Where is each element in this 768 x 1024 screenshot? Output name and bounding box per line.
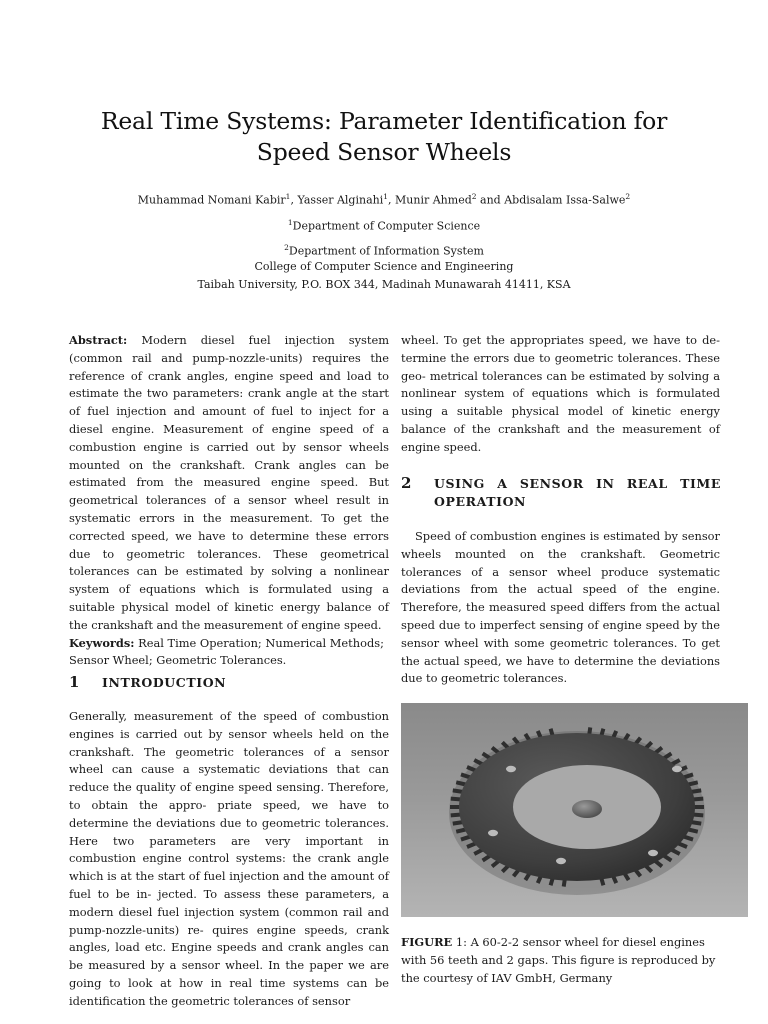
section-1-heading [69,673,389,693]
introduction-body [69,708,389,1011]
keywords-label: Keywords: [69,635,135,650]
section-title: INTRODUCTION [102,675,227,690]
author-and: and [476,193,505,207]
affiliation-address: Taibah University, P.O. BOX 344, Madinah Munawarah 41411, KSA [197,278,571,291]
section-2-heading [401,474,721,512]
title-line-2: Speed Sensor Wheels [256,138,512,166]
author-separator: , [388,193,396,207]
mounting-hole-icon [506,766,516,772]
abstract-label: Abstract: [69,333,128,347]
section-number: 1 [69,673,81,691]
abstract-block [69,332,389,670]
affiliation-text: Department of Computer Science [292,219,481,233]
affiliation-text: Department of Information System [288,244,484,258]
figure-caption [401,934,726,987]
mounting-hole-icon [556,858,566,864]
abstract-text: Modern diesel fuel injection system (common rail and pump-nozzle-units) requires the reference of crank angles, engine speed and load to estimate the two parameters: crank angle at the start of fuel injection and amount of fuel to inject for a diesel engine. Measurement of engine speed of a combustion engine is carried out by sensor wheels mounted on the crankshaft. Crank angles can be estimated from the measured engine speed. But geometrical tolerances of a sensor wheel result in systematic errors in the measurement. To get the corrected speed, we have to determine these errors due to geometric tolerances. These geometrical tolerances can be estimated by solving a nonlinear system of equations which is formulated using a suitable physical model of kinetic energy balance of the crankshaft and the measurement of engine speed. [69,333,390,632]
author-name: Munir Ahmed [395,193,472,207]
continued-paragraph: wheel. To get the appropriates speed, we have to de- termine the errors due to geometric tolerances. These geo- metrical tolerances can be estimated by solving a nonlinear system of equations which is formulated using a suitable physical model of kinetic energy balance of the crankshaft and the measurement of engine speed. [401,333,720,454]
sensor-wheel-illustration [401,703,748,917]
section-2-body [401,528,720,688]
author-list [60,190,708,208]
paper-title [40,106,728,168]
introduction-paragraph: Generally, measurement of the speed of combustion engines is carried out by sensor wheels held on the crankshaft. The geometric tolerances of a sensor wheel can cause a systematic deviations that can reduce the quality of engine speed sensing. Therefore, to obtain the appro- priate speed, we have to determine the deviations due to geometric tolerances. Here two parameters are very important in combustion engine control systems: the crank angle which is at the start of fuel injection and the amount of fuel to be in- jected. To assess these parameters, a modern diesel fuel injection system (common rail and pump-nozzle-units) re- quires engine speeds, crank angles, load etc. Engine speeds and crank angles can be measured by a sensor wheel. In the paper we are going to look at how in real time systems can be identification the geometric tolerances of sensor [69,709,389,1008]
keywords-paragraph [69,635,389,671]
mounting-hole-icon [672,766,682,772]
author-name: Abdisalam Issa-Salwe [504,193,626,207]
affiliation-college: College of Computer Science and Engineering [254,260,514,273]
caption-text: A 60-2-2 sensor wheel for diesel engines with 56 teeth and 2 gaps. This figure is reproduced by the courtesy of IAV GmbH, Germany [401,935,716,985]
caption-number: 1: [455,935,467,949]
author-affiliation-mark: 2 [471,192,477,201]
author-affiliation-mark: 2 [625,192,631,201]
author-affiliation-mark: 1 [383,192,389,201]
author-name: Muhammad Nomani Kabir [137,193,286,207]
author-separator: , [290,193,298,207]
author-name: Yasser Alginahi [297,193,384,207]
section-number: 2 [401,474,413,492]
section-title-line-1: USING A SENSOR IN REAL TIME [434,476,721,491]
abstract-paragraph [69,332,389,635]
mounting-hole-icon [648,850,658,856]
author-affiliation-mark: 1 [285,192,291,201]
keywords-text: Real Time Operation; Numerical Methods; Sensor Wheel; Geometric Tolerances. [69,635,384,668]
sensor-wheel-photo [401,703,748,917]
affiliation-1 [60,216,708,234]
affiliation-mark: 1 [287,218,293,227]
mounting-hole-icon [488,830,498,836]
section-2-paragraph: Speed of combustion engines is estimated by sensor wheels mounted on the crankshaft. Geometric tolerances of a sensor wheel produce systematic deviations from the actual speed of the engine. Therefore, the measured speed differs from the actual speed due to imperfect sensing of engine speed by the sensor wheel with some geometric tolerances. To get the actual speed, we have to determine the deviations due to geometric tolerances. [401,529,720,686]
right-column-text [401,332,720,457]
affiliation-mark: 2 [284,243,289,252]
title-line-1: Real Time Systems: Parameter Identification for [100,107,668,135]
caption-label: FIGURE [401,935,453,949]
section-title-line-2: OPERATION [434,494,527,509]
affiliation-2 [60,241,708,259]
coin-icon [572,800,602,818]
